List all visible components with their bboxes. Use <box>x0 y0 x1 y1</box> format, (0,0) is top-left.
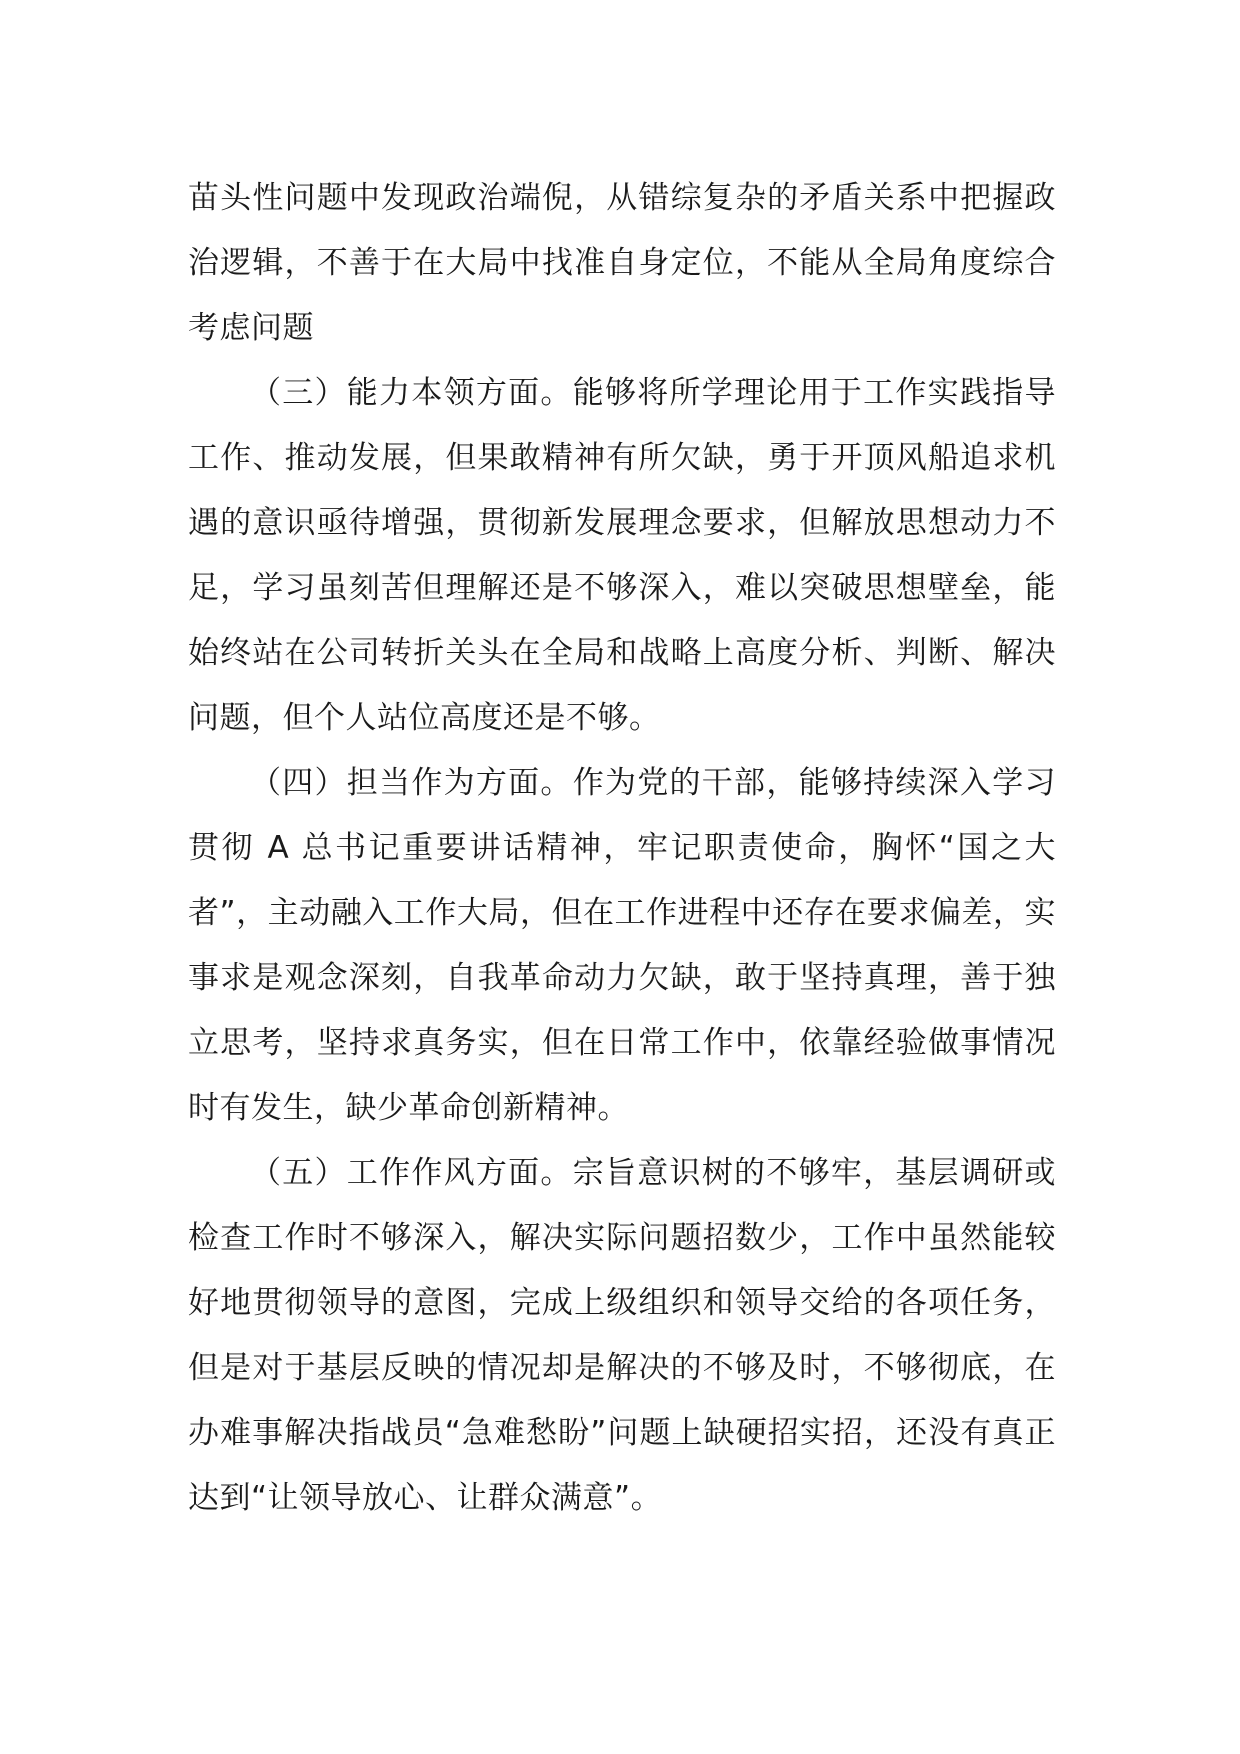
paragraph-section-5-work-style: （五）工作作风方面。宗旨意识树的不够牢，基层调研或检查工作时不够深入，解决实际问题招数少，工作中虽然能较好地贯彻领导的意图，完成上级组织和领导交给的各项任务，但是对于基层反映的情况却是解决的不够及时，不够彻底，在办难事解决指战员“急难愁盼”问题上缺硬招实招，还没有真正达到“让领导放心、让群众满意”。 <box>188 1155 1056 1516</box>
paragraph-section-3-ability: （三）能力本领方面。能够将所学理论用于工作实践指导工作、推动发展，但果敢精神有所欠缺，勇于开顶风船追求机遇的意识亟待增强，贯彻新发展理念要求，但解放思想动力不足，学习虽刻苦但理解还是不够深入，难以突破思想壁垒，能始终站在公司转折关头在全局和战略上高度分析、判断、解决问题，但个人站位高度还是不够。 <box>188 375 1056 736</box>
paragraph-continuation: 苗头性问题中发现政治端倪，从错综复杂的矛盾关系中把握政治逻辑，不善于在大局中找准自身定位，不能从全局角度综合考虑问题 <box>188 180 1056 346</box>
document-body <box>188 166 1056 1531</box>
paragraph-section-4-responsibility: （四）担当作为方面。作为党的干部，能够持续深入学习贯彻 A 总书记重要讲话精神，牢记职责使命，胸怀“国之大者”，主动融入工作大局，但在工作进程中还存在要求偏差，实事求是观念深刻，自我革命动力欠缺，敢于坚持真理，善于独立思考，坚持求真务实，但在日常工作中，依靠经验做事情况时有发生，缺少革命创新精神。 <box>188 765 1056 1126</box>
